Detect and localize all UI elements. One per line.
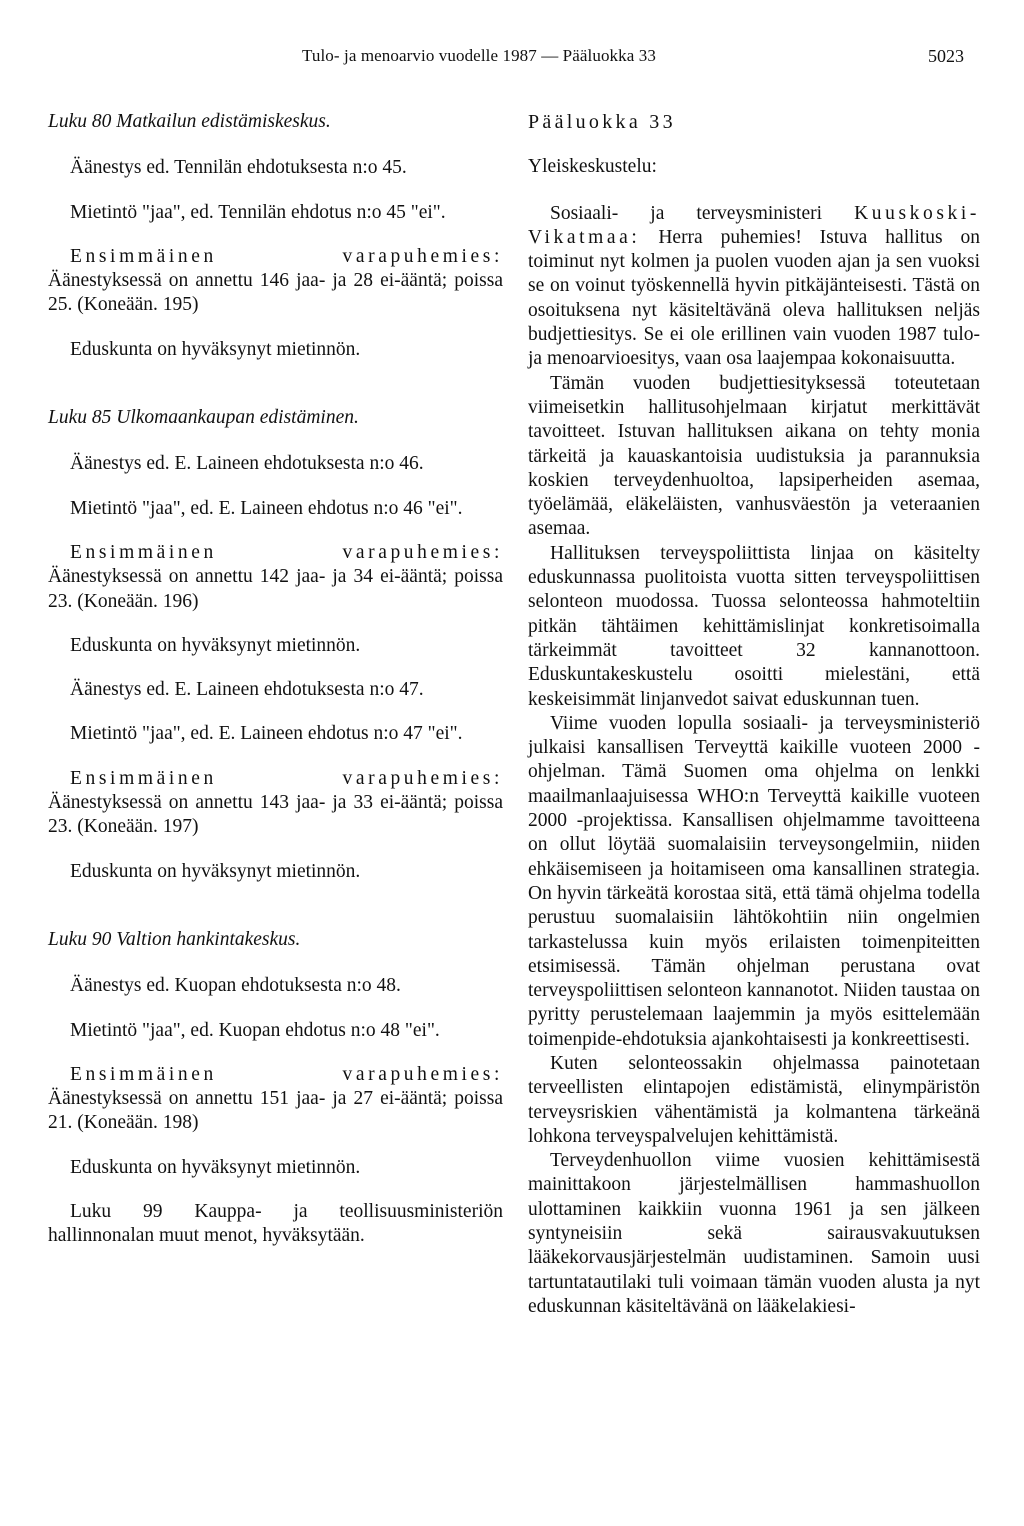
chapter-decision: Luku 99 Kauppa- ja teollisuusministeriön hallinnonalan muut menot, hyväksytään. [48, 1201, 503, 1247]
proposal-line: Mietintö "jaa", ed. Tennilän ehdotus n:o 45 "ei". [70, 201, 446, 223]
vote-result [48, 767, 503, 840]
chapter-heading: Luku 85 Ulkomaankaupan edistäminen. [48, 407, 359, 429]
running-title: Tulo- ja menoarvio vuodelle 1987 — Pääluokka 33 [302, 46, 656, 65]
page-number: 5023 [928, 46, 964, 66]
speaker-label: Ensimmäinen varapuhemies: [70, 1063, 503, 1085]
vote-line: Äänestys ed. Kuopan ehdotuksesta n:o 48. [70, 975, 401, 997]
result-text: Äänestyksessä on annettu 142 jaa- ja 34 ei-ääntä; poissa 23. (Koneään. 196) [48, 566, 503, 612]
vote-result [48, 541, 503, 614]
decision-line: Eduskunta on hyväksynyt mietinnön. [70, 338, 361, 360]
speaker-label: Ensimmäinen varapuhemies: [70, 541, 503, 563]
vote-line: Äänestys ed. Tennilän ehdotuksesta n:o 45. [70, 157, 407, 179]
page-header [0, 42, 1024, 72]
result-text: Äänestyksessä on annettu 151 jaa- ja 27 ei-ääntä; poissa 21. (Koneään. 198) [48, 1088, 503, 1134]
decision-line: Eduskunta on hyväksynyt mietinnön. [70, 634, 361, 656]
left-column [48, 110, 503, 1269]
chapter-heading: Luku 90 Valtion hankintakeskus. [48, 928, 301, 950]
vote-line: Äänestys ed. E. Laineen ehdotuksesta n:o 47. [70, 679, 424, 701]
speaker-intro: Sosiaali- ja terveysministeri [550, 202, 823, 224]
proposal-line: Mietintö "jaa", ed. E. Laineen ehdotus n:o 46 "ei". [70, 497, 463, 519]
speech-paragraph: Hallituksen terveyspoliittista linjaa on käsitelty eduskunnassa puolitoista vuotta sitten terveyspoliittisen selonteon muodossa. Tuossa selonteossa hahmoteltiin pitkän tähtäimen kehittämislinjat konkretisoimalla tärkeimmät tavoitteet 32 kannanottoon. Eduskuntakeskustelu osoitti mielestäni, että keskeisimmät linjanvedot saivat eduskunnan tuen. [528, 542, 980, 710]
speaker-name: Kuuskoski-Vikatmaa: [528, 202, 981, 248]
right-column [528, 110, 980, 1319]
section-title: Pääluokka 33 [528, 111, 676, 133]
decision-line: Eduskunta on hyväksynyt mietinnön. [70, 860, 361, 882]
result-text: Äänestyksessä on annettu 146 jaa- ja 28 ei-ääntä; poissa 25. (Koneään. 195) [48, 270, 503, 316]
speech-paragraph: Terveydenhuollon viime vuosien kehittämisestä mainittakoon järjestelmällisen hammashuollon ulottaminen kaikkiin vuonna 1961 ja sen jälkeen syntyneisiin sekä sairausvakuutuksen lääkekorvausjärjestelmän uudistaminen. Samoin uusi tartuntatautilaki tuli voimaan tämän vuoden alusta ja nyt eduskunnan käsiteltävänä on lääkelakiesi- [528, 1150, 980, 1317]
speech-paragraph: Viime vuoden lopulla sosiaali- ja terveysministeriö julkaisi kansallisen Terveyttä kaikille vuoteen 2000 -ohjelman. Tämä Suomen oma ohjelma on lenkki maailmanlaajuisessa WHO:n Terveyttä kaikille vuoteen 2000 -projektissa. Kansallisen ohjelmamme tavoitteena on ollut löytää suomalaisiin terveysongelmiin, niiden ehkäisemiseen ja hoitamiseen oma kansallinen strategia. On hyvin tärkeätä korostaa sitä, että tämä ohjelma todella perustuu suomalaisiin lähtökohtiin niin ongelmien tarkastelussa kuin myös erilaisten toimenpiteitten etsimisessä. Tämän ohjelman perustana ovat terveyspoliittisen selonteon kannanotot. Niiden taustaa on pyritty perustelemaan laajemmin ja myös esittelemään toimenpide-ehdotuksia ajankohtaisesti ja konkreettisesti. [528, 712, 980, 1050]
vote-result [48, 245, 503, 318]
speech-paragraph [528, 202, 980, 372]
speech-paragraph: Tämän vuoden budjettiesityksessä toteutetaan viimeisetkin hallitusohjelmaan kirjatut merkittävät tavoitteet. Istuvan hallituksen aikana on tehty monia tärkeitä ja kauaskantoisia uudistuksia ja parannuksia koskien terveydenhuoltoa, lapsiperheiden asemaa, työelämää, eläkeläisten, vanhusväestön ja veteraanien asemaa. [528, 372, 980, 540]
vote-line: Äänestys ed. E. Laineen ehdotuksesta n:o 46. [70, 453, 424, 475]
chapter-heading: Luku 80 Matkailun edistämiskeskus. [48, 111, 331, 132]
speaker-label: Ensimmäinen varapuhemies: [70, 245, 503, 267]
speech-text: Herra puhemies! Istuva hallitus on toiminut nyt kolmen ja puolen vuoden ajan ja sen vuoksi se on voinut työskennellä hyvin pitkäjänteisesti. Tästä on osoituksena nyt käsiteltävänä oleva hallituksen neljäs budjettiesitys. Se ei ole erillinen vain vuoden 1987 tulo- ja menoarvioesitys, vaan osa laajempaa kokonaisuutta. [528, 226, 980, 370]
subheading: Yleiskeskustelu: [528, 156, 657, 178]
speaker-label: Ensimmäinen varapuhemies: [70, 767, 503, 789]
proposal-line: Mietintö "jaa", ed. Kuopan ehdotus n:o 48 "ei". [70, 1019, 440, 1041]
decision-line: Eduskunta on hyväksynyt mietinnön. [70, 1156, 361, 1178]
proposal-line: Mietintö "jaa", ed. E. Laineen ehdotus n:o 47 "ei". [70, 723, 463, 745]
result-text: Äänestyksessä on annettu 143 jaa- ja 33 ei-ääntä; poissa 23. (Koneään. 197) [48, 792, 503, 838]
speech-paragraph: Kuten selonteossakin ohjelmassa painotetaan terveellisten elintapojen edistämistä, elinympäristön terveysriskien vähentämistä ja kolmantena tärkeänä lohkona terveyspalvelujen kehittämistä. [528, 1052, 980, 1147]
vote-result [48, 1063, 503, 1136]
